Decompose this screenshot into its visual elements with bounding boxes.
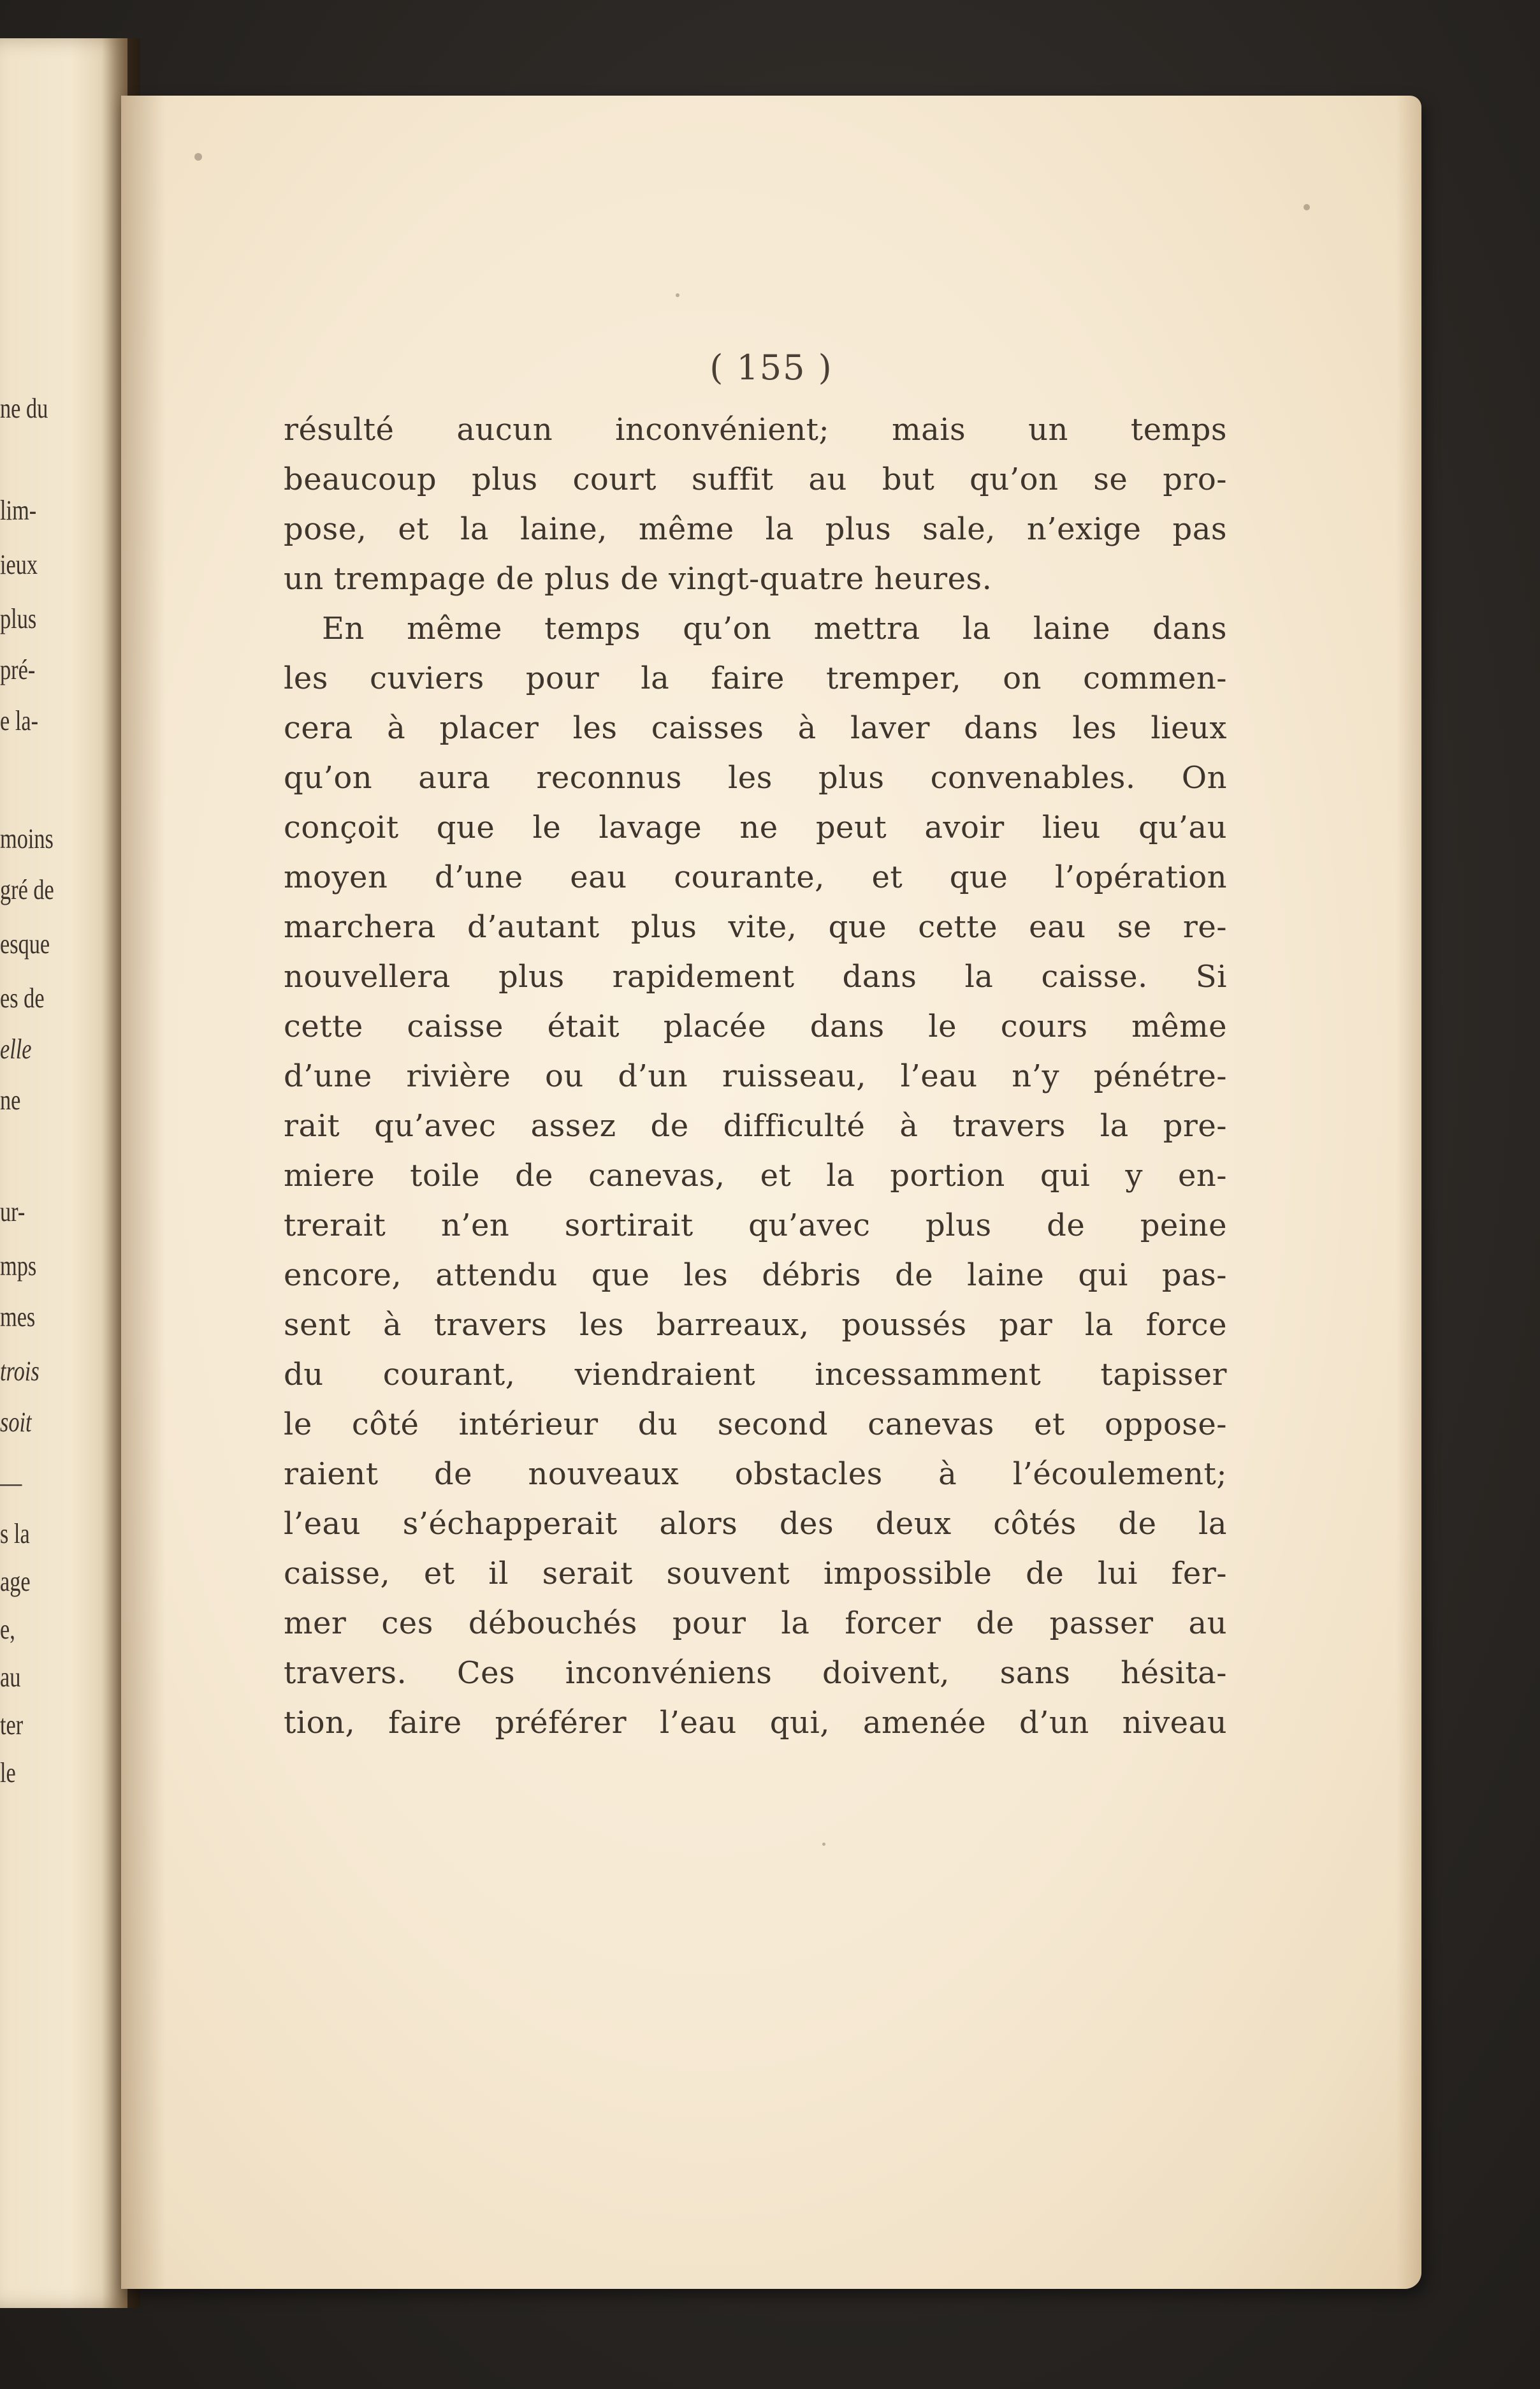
facing-page-fragment: moins [0, 823, 54, 854]
text-line: tion, faire préférer l’eau qui, amenée d’un niveau [284, 1705, 1227, 1741]
text-line: qu’on aura reconnus les plus convenables. On [284, 760, 1227, 796]
facing-page-fragment: e la- [0, 705, 39, 736]
book-page [121, 96, 1421, 2289]
facing-page-fragment: mes [0, 1301, 36, 1333]
facing-page-fragment: le [0, 1757, 16, 1788]
facing-page-fragment: mps [0, 1250, 37, 1282]
facing-page-fragment: soit [0, 1406, 32, 1438]
body-text [284, 405, 1227, 1748]
text-line: l’eau s’échapperait alors des deux côtés de la [284, 1506, 1227, 1542]
facing-page-fragment: ter [0, 1709, 24, 1741]
facing-page-fragment: e, [0, 1614, 15, 1645]
text-line: cera à placer les caisses à laver dans les lieux [284, 710, 1227, 746]
text-line: sent à travers les barreaux, poussés par la force [284, 1307, 1227, 1343]
text-line: le côté intérieur du second canevas et oppose- [284, 1406, 1227, 1442]
text-line: En même temps qu’on mettra la laine dans [322, 611, 1227, 647]
paper-speck [194, 153, 202, 161]
facing-page-fragment: pré- [0, 654, 36, 685]
facing-page-fragment: es de [0, 983, 45, 1014]
text-line: raient de nouveaux obstacles à l’écoulement; [284, 1456, 1227, 1492]
facing-page-fragment: elle [0, 1034, 32, 1065]
facing-page-fragment: trois [0, 1355, 40, 1387]
text-line: cette caisse était placée dans le cours même [284, 1009, 1227, 1044]
text-line: les cuviers pour la faire tremper, on commen- [284, 661, 1227, 696]
text-line: du courant, viendraient incessamment tapisser [284, 1357, 1227, 1392]
text-line: trerait n’en sortirait qu’avec plus de peine [284, 1208, 1227, 1243]
text-line: travers. Ces inconvéniens doivent, sans hésita- [284, 1655, 1227, 1691]
facing-page-fragment: ne [0, 1085, 21, 1116]
paper-speck [1304, 204, 1310, 210]
text-line: rait qu’avec assez de difficulté à travers la pre- [284, 1108, 1227, 1144]
facing-page-fragment: ur- [0, 1196, 25, 1227]
text-line: d’une rivière ou d’un ruisseau, l’eau n’y pénétre- [284, 1058, 1227, 1094]
page-number: ( 155 ) [709, 347, 833, 388]
facing-page-fragment: ne du [0, 393, 48, 424]
paper-speck [822, 1843, 825, 1846]
facing-page-fragment: esque [0, 928, 50, 960]
text-line: caisse, et il serait souvent impossible de lui fer- [284, 1556, 1227, 1591]
facing-page-fragment: gré de [0, 874, 54, 905]
text-line: miere toile de canevas, et la portion qui y en- [284, 1158, 1227, 1194]
facing-page-fragment: ieux [0, 549, 38, 580]
text-line: marchera d’autant plus vite, que cette eau se re- [284, 909, 1227, 945]
text-line: moyen d’une eau courante, et que l’opération [284, 859, 1227, 895]
text-line: résulté aucun inconvénient; mais un temps [284, 412, 1227, 448]
text-line: nouvellera plus rapidement dans la caisse. Si [284, 959, 1227, 995]
text-line: pose, et la laine, même la plus sale, n’exige pas [284, 511, 1227, 547]
text-line: conçoit que le lavage ne peut avoir lieu qu’au [284, 810, 1227, 845]
facing-page-fragment: au [0, 1662, 21, 1693]
facing-page-fragment: lim- [0, 495, 37, 526]
facing-page-fragment: — [0, 1467, 22, 1498]
facing-page-fragment: s la [0, 1518, 30, 1549]
facing-page-fragment: age [0, 1566, 31, 1597]
facing-page-fragment: plus [0, 603, 37, 634]
paper-speck [676, 293, 679, 297]
text-line: encore, attendu que les débris de laine qui pas- [284, 1257, 1227, 1293]
text-line: un trempage de plus de vingt-quatre heures. [284, 561, 992, 597]
text-line: mer ces débouchés pour la forcer de passer au [284, 1605, 1227, 1641]
text-line: beaucoup plus court suffit au but qu’on se pro- [284, 462, 1227, 497]
